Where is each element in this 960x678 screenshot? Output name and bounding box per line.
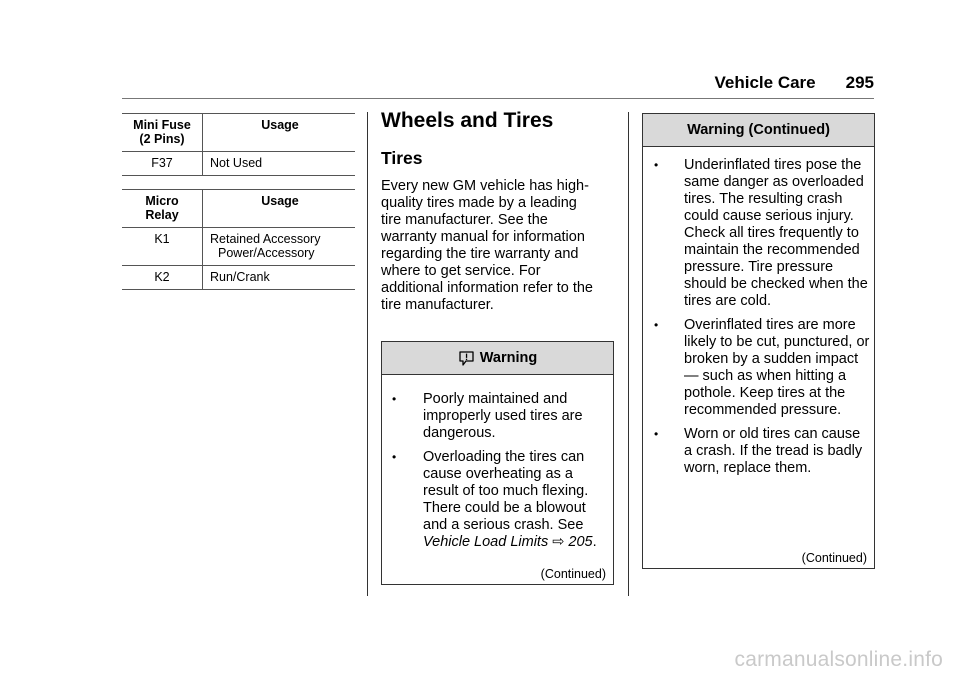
warning-box <box>381 341 614 585</box>
bullet: • <box>392 392 397 406</box>
table-cell-id: F37 <box>122 152 203 176</box>
table-header-cell: Micro Relay <box>122 190 203 228</box>
page-number: 295 <box>845 73 874 92</box>
warning-item-text: Worn or old tires can cause a crash. If the tread is badly worn, replace them. <box>684 426 863 476</box>
body-paragraph: Every new GM vehicle has high-quality tires made by a leading tire manufacturer. See the warranty manual for information regarding the tire warranty and where to get service. For additional information refer to the tire manufacturer. <box>381 178 593 313</box>
xref-page: 205 <box>568 534 593 550</box>
page-ref-arrow-icon: ⇨ <box>552 534 565 550</box>
table-cell-usage <box>203 228 356 266</box>
bullet: • <box>654 427 659 441</box>
bullet: • <box>654 318 659 332</box>
micro-relay-table <box>122 189 355 290</box>
warning-title-bar <box>643 114 874 147</box>
table-header-row <box>122 190 355 228</box>
xref-title: Vehicle Load Limits <box>423 534 549 550</box>
header-rule <box>122 98 874 99</box>
warning-icon <box>458 350 475 367</box>
warning-item <box>654 157 870 310</box>
warning-continued-box <box>642 113 875 569</box>
warning-item-text: Poorly maintained and improperly used tires are dangerous. <box>423 391 583 441</box>
warning-list <box>643 147 874 477</box>
table-row <box>122 152 355 176</box>
warning-title: Warning <box>479 350 538 366</box>
warning-item-text: Underinflated tires pose the same danger as overloaded tires. The resulting crash could cause serious injury. Check all tires frequently to maintain the recommended pressure. Tire pressure should be checked when the tires are cold. <box>684 157 868 309</box>
warning-list <box>382 375 613 551</box>
table-header-cell: Usage <box>203 190 356 228</box>
cross-reference-link[interactable] <box>423 534 593 550</box>
table-cell-usage: Not Used <box>203 152 356 176</box>
xref-end: . <box>592 534 597 550</box>
header-section-title: Vehicle Care <box>714 73 816 92</box>
warning-item <box>392 391 607 442</box>
warning-item <box>654 317 870 419</box>
usage-line: Retained Accessory <box>210 232 321 246</box>
table-cell-usage: Run/Crank <box>203 266 356 290</box>
watermark: carmanualsonline.info <box>734 648 943 671</box>
warning-title-bar <box>382 342 613 375</box>
continued-label: (Continued) <box>540 567 606 581</box>
continued-label: (Continued) <box>801 551 867 565</box>
mini-fuse-table <box>122 113 355 176</box>
table-header-cell: Usage <box>203 114 356 152</box>
warning-item <box>392 449 607 551</box>
warning-title: Warning (Continued) <box>687 122 830 138</box>
table-row <box>122 266 355 290</box>
table-header-cell: Mini Fuse (2 Pins) <box>122 114 203 152</box>
table-cell-id: K2 <box>122 266 203 290</box>
subsection-title: Tires <box>381 148 423 168</box>
table-cell-id: K1 <box>122 228 203 266</box>
table-row <box>122 228 355 266</box>
bullet: • <box>392 450 397 464</box>
page-header <box>715 73 875 93</box>
section-title: Wheels and Tires <box>381 109 554 132</box>
warning-item-text: Overinflated tires are more likely to be cut, punctured, or broken by a sudden impact — such as when hitting a pothole. Keep tires at the recommended pressure. <box>684 317 870 418</box>
warning-item-text: Overloading the tires can cause overheating as a result of too much flexing. There could be a blowout and a serious crash. See <box>423 449 589 533</box>
warning-item <box>654 426 870 477</box>
bullet: • <box>654 158 659 172</box>
column-divider-right <box>628 112 629 596</box>
usage-line: Power/Accessory <box>218 246 315 260</box>
column-divider-left <box>367 112 368 596</box>
table-header-row <box>122 114 355 152</box>
